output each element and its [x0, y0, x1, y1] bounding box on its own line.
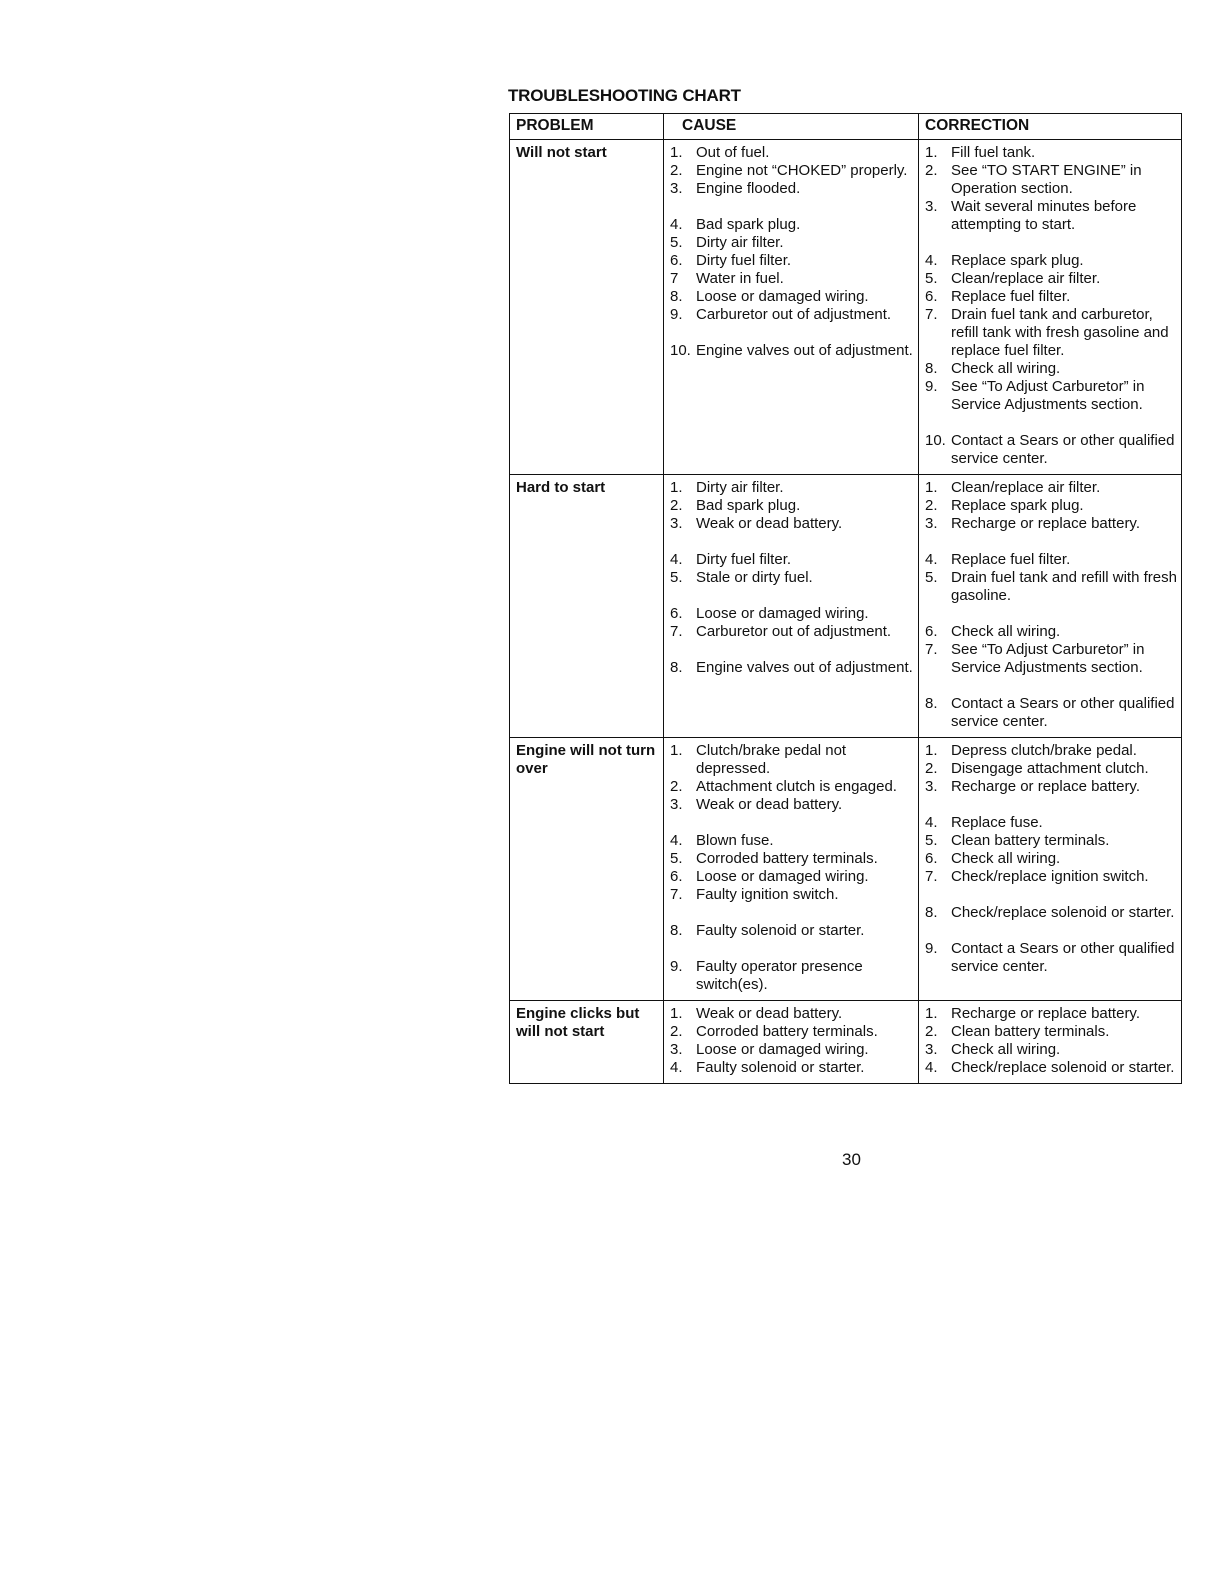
item-number: 10. [925, 432, 946, 449]
list-item [670, 958, 914, 994]
correction-cell [919, 140, 1182, 475]
item-number: 3. [925, 515, 938, 532]
item-number: 7. [925, 641, 938, 658]
item-number: 5. [670, 234, 683, 251]
item-text: Clutch/brake pedal not depressed. [696, 742, 847, 777]
item-number: 1. [670, 144, 683, 161]
list-item [925, 940, 1177, 976]
list-item [670, 270, 914, 288]
item-text: See “TO START ENGINE” in Operation section. [951, 162, 1142, 197]
problem-cell: Engine will not turn over [510, 738, 664, 1001]
item-number: 6. [925, 288, 938, 305]
list-item [925, 551, 1177, 569]
item-text: Water in fuel. [696, 270, 784, 287]
item-number: 2. [670, 778, 683, 795]
list-item [925, 270, 1177, 288]
list-item [925, 760, 1177, 778]
item-text: Engine flooded. [696, 180, 801, 197]
item-number: 8. [925, 695, 938, 712]
item-number: 2. [670, 497, 683, 514]
item-number: 7. [925, 306, 938, 323]
list-item [925, 360, 1177, 378]
item-number: 4. [670, 832, 683, 849]
list-item [670, 180, 914, 198]
item-text: Check all wiring. [951, 360, 1061, 377]
item-text: Contact a Sears or other qualified service center. [951, 940, 1175, 975]
list-item [925, 1059, 1177, 1077]
list-item [925, 868, 1177, 886]
item-text: Weak or dead battery. [696, 515, 843, 532]
item-text: Check/replace solenoid or starter. [951, 1059, 1175, 1076]
item-number: 1. [925, 479, 938, 496]
item-text: Recharge or replace battery. [951, 1005, 1140, 1022]
item-text: Carburetor out of adjustment. [696, 623, 892, 640]
list-item [925, 695, 1177, 731]
item-text: Contact a Sears or other qualified service center. [951, 432, 1175, 467]
item-number: 5. [925, 832, 938, 849]
item-number: 1. [670, 1005, 683, 1022]
item-text: Corroded battery terminals. [696, 1023, 878, 1040]
list-item [925, 252, 1177, 270]
item-text: Bad spark plug. [696, 216, 801, 233]
item-text: Clean battery terminals. [951, 1023, 1110, 1040]
list-item [925, 1041, 1177, 1059]
list-item [670, 569, 914, 587]
item-text: Weak or dead battery. [696, 796, 843, 813]
list-item [670, 1005, 914, 1023]
item-number: 3. [925, 778, 938, 795]
correction-list [925, 144, 1177, 468]
item-number: 5. [925, 569, 938, 586]
item-number: 3. [670, 796, 683, 813]
list-item [925, 1005, 1177, 1023]
item-number: 4. [670, 551, 683, 568]
item-text: Attachment clutch is engaged. [696, 778, 897, 795]
list-item [925, 623, 1177, 641]
item-number: 6. [925, 850, 938, 867]
list-item [670, 886, 914, 904]
list-item [670, 868, 914, 886]
item-text: Check all wiring. [951, 1041, 1061, 1058]
item-text: Loose or damaged wiring. [696, 868, 869, 885]
list-item [670, 623, 914, 641]
list-item [670, 288, 914, 306]
list-item [925, 569, 1177, 605]
item-number: 2. [925, 162, 938, 179]
item-text: Clean/replace air filter. [951, 479, 1101, 496]
item-number: 1. [925, 144, 938, 161]
item-number: 2. [925, 760, 938, 777]
item-text: See “To Adjust Carburetor” in Service Adjustments section. [951, 641, 1145, 676]
item-number: 6. [670, 252, 683, 269]
list-item [925, 1023, 1177, 1041]
list-item [670, 659, 914, 677]
correction-cell [919, 475, 1182, 738]
item-text: Check all wiring. [951, 623, 1061, 640]
item-text: Engine valves out of adjustment. [696, 342, 913, 359]
item-text: Bad spark plug. [696, 497, 801, 514]
item-number: 6. [925, 623, 938, 640]
list-item [925, 162, 1177, 198]
list-item [670, 1041, 914, 1059]
list-item [925, 832, 1177, 850]
item-text: Fill fuel tank. [951, 144, 1036, 161]
problem-cell: Hard to start [510, 475, 664, 738]
item-text: Loose or damaged wiring. [696, 605, 869, 622]
item-text: Replace fuel filter. [951, 551, 1071, 568]
item-number: 10. [670, 342, 691, 359]
item-number: 3. [925, 198, 938, 215]
problem-cell: Engine clicks but will not start [510, 1001, 664, 1084]
item-number: 7 [670, 270, 679, 287]
list-item [925, 432, 1177, 468]
item-number: 3. [670, 180, 683, 197]
list-item [670, 551, 914, 569]
list-item [670, 144, 914, 162]
correction-list [925, 479, 1177, 731]
item-text: Dirty fuel filter. [696, 551, 792, 568]
item-number: 5. [670, 850, 683, 867]
list-item [670, 1059, 914, 1077]
table-row [510, 1001, 1182, 1084]
item-text: Recharge or replace battery. [951, 515, 1140, 532]
table-row [510, 140, 1182, 475]
table-row [510, 738, 1182, 1001]
item-text: Dirty air filter. [696, 479, 784, 496]
item-text: Check/replace ignition switch. [951, 868, 1149, 885]
item-number: 7. [925, 868, 938, 885]
item-number: 5. [670, 569, 683, 586]
list-item [670, 162, 914, 180]
list-item [925, 479, 1177, 497]
list-item [670, 1023, 914, 1041]
item-text: Clean/replace air filter. [951, 270, 1101, 287]
cause-list [670, 479, 914, 677]
item-text: Faulty operator presence switch(es). [696, 958, 863, 993]
item-text: Faulty solenoid or starter. [696, 1059, 865, 1076]
item-number: 3. [670, 515, 683, 532]
list-item [670, 515, 914, 533]
list-item [925, 814, 1177, 832]
list-item [670, 796, 914, 814]
item-number: 9. [670, 306, 683, 323]
cause-cell [664, 140, 919, 475]
item-number: 4. [925, 814, 938, 831]
item-number: 5. [925, 270, 938, 287]
list-item [925, 515, 1177, 533]
item-number: 1. [670, 742, 683, 759]
list-item [670, 742, 914, 778]
cause-list [670, 1005, 914, 1077]
correction-list [925, 1005, 1177, 1077]
list-item [925, 778, 1177, 796]
item-number: 3. [925, 1041, 938, 1058]
list-item [670, 778, 914, 796]
header-row [510, 114, 1182, 140]
item-text: Replace spark plug. [951, 252, 1084, 269]
item-number: 6. [670, 605, 683, 622]
list-item [925, 641, 1177, 677]
list-item [925, 742, 1177, 760]
list-item [670, 832, 914, 850]
item-text: Stale or dirty fuel. [696, 569, 813, 586]
item-number: 9. [925, 378, 938, 395]
list-item [670, 252, 914, 270]
item-number: 2. [670, 162, 683, 179]
list-item [925, 144, 1177, 162]
list-item [925, 306, 1177, 360]
item-text: Disengage attachment clutch. [951, 760, 1149, 777]
list-item [670, 479, 914, 497]
cause-cell [664, 1001, 919, 1084]
item-number: 1. [925, 1005, 938, 1022]
item-text: Replace fuel filter. [951, 288, 1071, 305]
item-number: 6. [670, 868, 683, 885]
item-number: 2. [925, 497, 938, 514]
item-number: 2. [670, 1023, 683, 1040]
item-number: 8. [670, 922, 683, 939]
list-item [925, 378, 1177, 414]
correction-cell [919, 1001, 1182, 1084]
item-number: 2. [925, 1023, 938, 1040]
item-text: Drain fuel tank and refill with fresh gasoline. [951, 569, 1177, 604]
cause-cell [664, 475, 919, 738]
item-text: Wait several minutes before attempting to start. [951, 198, 1137, 233]
correction-header: CORRECTION [919, 114, 1182, 140]
list-item [670, 234, 914, 252]
item-text: Blown fuse. [696, 832, 774, 849]
list-item [925, 198, 1177, 234]
item-text: Replace fuse. [951, 814, 1043, 831]
table-row [510, 475, 1182, 738]
item-text: Contact a Sears or other qualified service center. [951, 695, 1175, 730]
item-number: 4. [670, 216, 683, 233]
page-number: 30 [842, 1150, 861, 1169]
list-item [670, 497, 914, 515]
item-text: Dirty fuel filter. [696, 252, 792, 269]
item-number: 1. [925, 742, 938, 759]
item-text: Engine not “CHOKED” properly. [696, 162, 908, 179]
item-number: 9. [925, 940, 938, 957]
item-number: 7. [670, 886, 683, 903]
item-text: Engine valves out of adjustment. [696, 659, 913, 676]
list-item [670, 605, 914, 623]
item-text: Faulty ignition switch. [696, 886, 839, 903]
list-item [670, 922, 914, 940]
item-number: 1. [670, 479, 683, 496]
item-text: Out of fuel. [696, 144, 770, 161]
item-text: Loose or damaged wiring. [696, 288, 869, 305]
item-number: 8. [670, 659, 683, 676]
item-number: 3. [670, 1041, 683, 1058]
item-text: Faulty solenoid or starter. [696, 922, 865, 939]
problem-cell: Will not start [510, 140, 664, 475]
item-text: Dirty air filter. [696, 234, 784, 251]
list-item [925, 288, 1177, 306]
item-text: Depress clutch/brake pedal. [951, 742, 1137, 759]
list-item [670, 342, 914, 360]
item-number: 7. [670, 623, 683, 640]
list-item [670, 216, 914, 234]
item-text: Replace spark plug. [951, 497, 1084, 514]
correction-cell [919, 738, 1182, 1001]
item-number: 8. [925, 360, 938, 377]
list-item [925, 850, 1177, 868]
list-item [670, 850, 914, 868]
cause-list [670, 144, 914, 360]
list-item [670, 306, 914, 324]
item-number: 8. [925, 904, 938, 921]
item-number: 9. [670, 958, 683, 975]
correction-list [925, 742, 1177, 976]
item-text: Drain fuel tank and carburetor, refill tank with fresh gasoline and replace fuel filter. [951, 306, 1169, 359]
item-text: Loose or damaged wiring. [696, 1041, 869, 1058]
item-number: 4. [925, 252, 938, 269]
item-number: 8. [670, 288, 683, 305]
item-text: Check/replace solenoid or starter. [951, 904, 1175, 921]
problem-header: PROBLEM [510, 114, 664, 140]
list-item [925, 497, 1177, 515]
cause-header: CAUSE [664, 114, 919, 140]
cause-list [670, 742, 914, 994]
page-title: TROUBLESHOOTING CHART [508, 86, 741, 105]
item-text: Check all wiring. [951, 850, 1061, 867]
item-number: 4. [925, 1059, 938, 1076]
item-text: Recharge or replace battery. [951, 778, 1140, 795]
item-number: 4. [925, 551, 938, 568]
troubleshooting-table [509, 113, 1182, 1084]
item-text: Clean battery terminals. [951, 832, 1110, 849]
item-text: Carburetor out of adjustment. [696, 306, 892, 323]
chart-body [510, 140, 1182, 1084]
list-item [925, 904, 1177, 922]
item-text: See “To Adjust Carburetor” in Service Adjustments section. [951, 378, 1145, 413]
item-text: Corroded battery terminals. [696, 850, 878, 867]
item-number: 4. [670, 1059, 683, 1076]
cause-cell [664, 738, 919, 1001]
item-text: Weak or dead battery. [696, 1005, 843, 1022]
